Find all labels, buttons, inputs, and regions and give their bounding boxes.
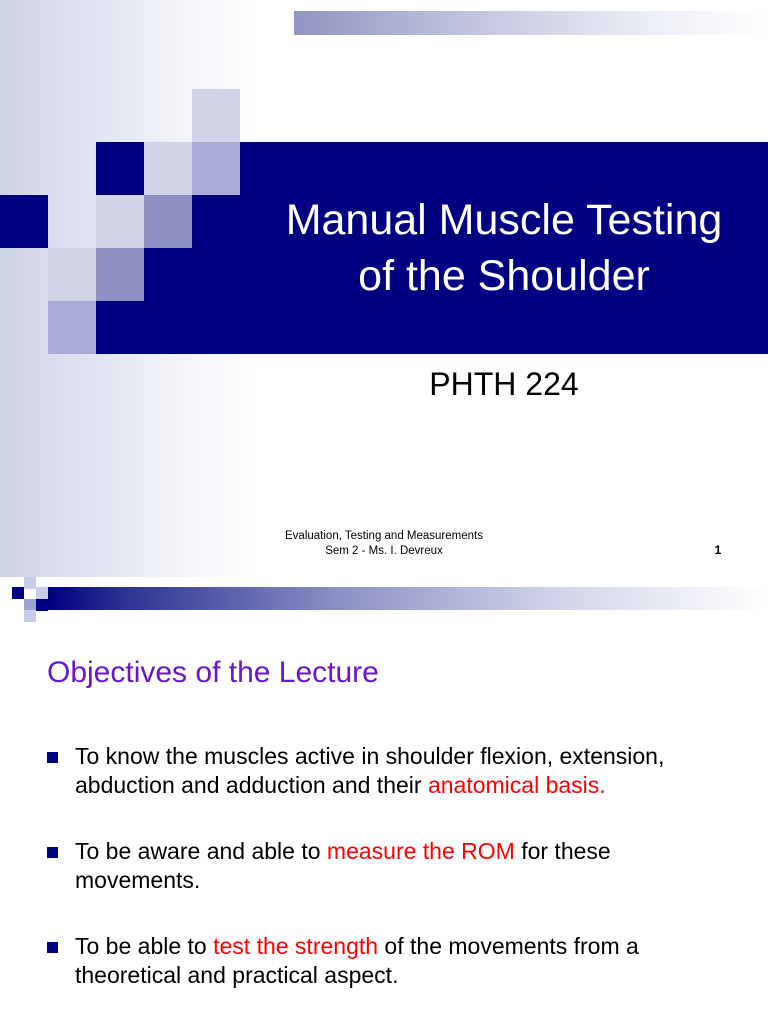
list-item — [46, 837, 736, 895]
footer-line-2: Sem 2 - Ms. I. Devreux — [325, 545, 443, 557]
square-bullet-icon — [47, 752, 58, 763]
slide-title — [240, 192, 768, 304]
decor-small-square — [36, 599, 48, 611]
section-title: Objectives of the Lecture — [47, 656, 379, 689]
decor-square — [48, 248, 96, 301]
title-line-2: of the Shoulder — [358, 252, 650, 300]
bullet-text: To be able to — [75, 933, 214, 959]
bullet-highlight: anatomical basis. — [427, 772, 606, 798]
decor-small-square — [36, 587, 48, 599]
square-bullet-icon — [47, 847, 58, 858]
title-line-1: Manual Muscle Testing — [285, 196, 723, 244]
bullet-text-end: for these movements. — [75, 838, 611, 893]
top-gradient-bar — [294, 11, 768, 35]
list-item — [46, 932, 736, 990]
decor-square — [96, 248, 144, 301]
page-number: 1 — [714, 543, 722, 557]
objectives-list — [46, 742, 736, 990]
bullet-highlight: measure the ROM — [326, 838, 515, 864]
left-navy-block — [0, 195, 48, 248]
decor-square — [96, 195, 144, 248]
decor-square — [144, 195, 192, 248]
square-bullet-icon — [47, 942, 58, 953]
decor-small-square — [24, 577, 36, 589]
bullet-highlight: test the strength — [213, 933, 379, 959]
course-code: PHTH 224 — [429, 366, 579, 402]
slide-footer — [240, 529, 528, 559]
bullet-text-end: of the movements from a theoretical and practical aspect. — [75, 933, 639, 988]
decor-square — [192, 142, 240, 195]
header-gradient-bar — [48, 587, 768, 610]
bullet-text: To be aware and able to — [75, 838, 327, 864]
objectives-slide — [0, 577, 768, 1024]
footer-line-1: Evaluation, Testing and Measurements — [285, 530, 483, 542]
bullet-text: To know the muscles active in shoulder flexion, extension, abduction and adduction and their — [75, 743, 665, 798]
decor-small-square — [12, 587, 24, 599]
decor-small-square — [24, 610, 36, 622]
list-item — [46, 742, 736, 800]
decor-square — [192, 89, 240, 142]
decor-square — [48, 301, 96, 354]
decor-square — [144, 142, 192, 195]
